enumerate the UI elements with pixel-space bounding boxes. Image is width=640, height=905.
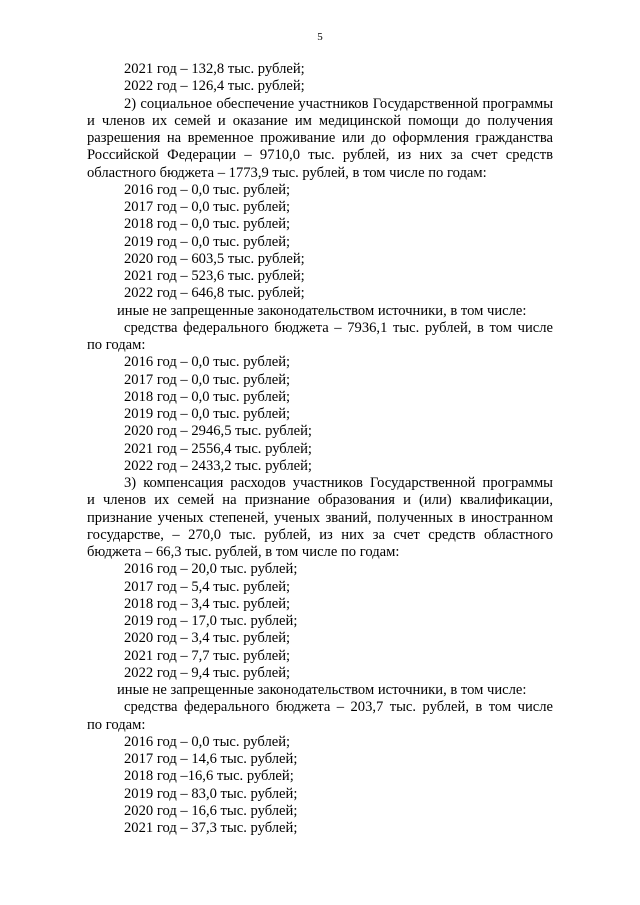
page-number: 5: [317, 31, 323, 43]
year-line: 2018 год – 3,4 тыс. рублей;: [124, 595, 291, 612]
text-line: 2022 год – 126,4 тыс. рублей;: [124, 78, 305, 95]
year-line: 2020 год – 603,5 тыс. рублей;: [124, 250, 305, 267]
year-line: 2022 год – 9,4 тыс. рублей;: [124, 664, 291, 681]
sources-line: иные не запрещенные законодательством источники, в том числе:: [117, 302, 527, 319]
year-line: 2016 год – 0,0 тыс. рублей;: [124, 733, 291, 750]
federal-budget-line: по годам:: [87, 337, 146, 353]
year-line: 2019 год – 17,0 тыс. рублей;: [124, 613, 298, 629]
year-line: 2021 год – 7,7 тыс. рублей;: [124, 647, 291, 664]
year-line: 2019 год – 0,0 тыс. рублей;: [124, 406, 291, 422]
paragraph-2-line: и членов их семей и оказание им медицинской помощи до получения: [87, 112, 553, 129]
year-line: 2019 год – 0,0 тыс. рублей;: [124, 233, 291, 250]
paragraph-3-line: и членов их семей на признание образования и (или) квалификации,: [87, 492, 553, 509]
federal-budget-line: средства федерального бюджета – 7936,1 тыс. рублей, в том числе: [124, 319, 553, 336]
year-line: 2018 год – 0,0 тыс. рублей;: [124, 388, 291, 405]
year-line: 2020 год – 2946,5 тыс. рублей;: [124, 423, 312, 440]
year-line: 2020 год – 16,6 тыс. рублей;: [124, 802, 298, 819]
paragraph-2-line: разрешения на временное проживание или до оформления гражданства: [87, 130, 553, 146]
paragraph-3-line: государстве, – 270,0 тыс. рублей, из них за счет средств областного: [87, 526, 553, 543]
paragraph-2-line: 2) социальное обеспечение участников Государственной программы: [124, 95, 553, 112]
year-line: 2018 год –16,6 тыс. рублей;: [124, 768, 294, 785]
year-line: 2017 год – 0,0 тыс. рублей;: [124, 199, 291, 215]
paragraph-2-line: Российской Федерации – 9710,0 тыс. рублей, из них за счет средств: [87, 147, 553, 164]
year-line: 2017 год – 5,4 тыс. рублей;: [124, 578, 291, 595]
document-body: [87, 61, 553, 837]
paragraph-3-line: бюджета – 66,3 тыс. рублей, в том числе по годам:: [87, 544, 400, 560]
year-line: 2016 год – 0,0 тыс. рублей;: [124, 354, 291, 371]
text-line: 2021 год – 132,8 тыс. рублей;: [124, 61, 305, 77]
year-line: 2017 год – 0,0 тыс. рублей;: [124, 371, 291, 388]
paragraph-3-line: признание ученых степеней, ученых званий, полученных в иностранном: [87, 509, 553, 526]
federal-budget-line: по годам:: [87, 716, 146, 733]
sources-line: иные не запрещенные законодательством источники, в том числе:: [117, 682, 527, 698]
year-line: 2021 год – 523,6 тыс. рублей;: [124, 268, 305, 284]
year-line: 2017 год – 14,6 тыс. рублей;: [124, 751, 298, 767]
federal-budget-line: средства федерального бюджета – 203,7 тыс. рублей, в том числе: [124, 699, 553, 716]
year-line: 2018 год – 0,0 тыс. рублей;: [124, 216, 291, 233]
year-line: 2022 год – 2433,2 тыс. рублей;: [124, 457, 312, 474]
year-line: 2022 год – 646,8 тыс. рублей;: [124, 285, 305, 302]
year-line: 2020 год – 3,4 тыс. рублей;: [124, 630, 291, 647]
year-line: 2016 год – 0,0 тыс. рублей;: [124, 181, 291, 198]
year-line: 2016 год – 20,0 тыс. рублей;: [124, 561, 298, 578]
paragraph-3-line: 3) компенсация расходов участников Государственной программы: [124, 475, 553, 491]
year-line: 2021 год – 37,3 тыс. рублей;: [124, 820, 298, 836]
year-line: 2021 год – 2556,4 тыс. рублей;: [124, 440, 312, 457]
paragraph-2-line: областного бюджета – 1773,9 тыс. рублей, в том числе по годам:: [87, 164, 487, 181]
year-line: 2019 год – 83,0 тыс. рублей;: [124, 785, 298, 802]
